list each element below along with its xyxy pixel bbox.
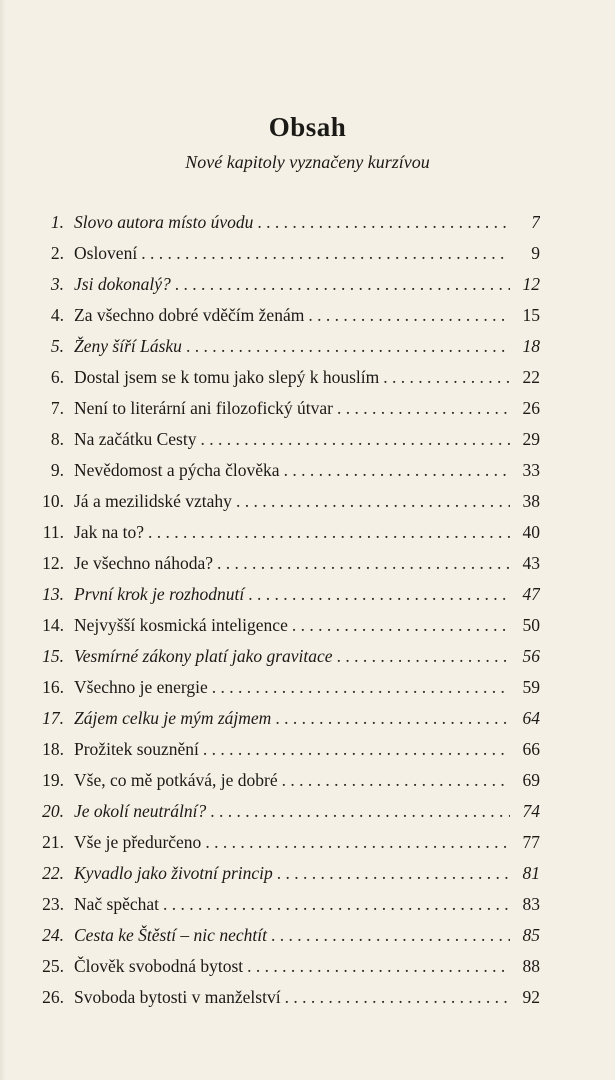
toc-entry-title: Vše je předurčeno	[74, 832, 202, 852]
toc-entry-number: 22.	[42, 863, 64, 883]
dot-leader	[217, 548, 510, 579]
toc-entry	[30, 238, 540, 269]
toc-entry-title: Je všechno náhoda?	[74, 553, 213, 573]
dot-leader	[200, 424, 510, 455]
toc-entry-number: 25.	[42, 956, 64, 976]
toc-entry-line	[74, 734, 540, 765]
toc-entry-page-number: 26	[522, 398, 540, 418]
toc-entry-title: Všechno je energie	[74, 677, 208, 697]
toc-entry-line	[74, 827, 540, 858]
toc-entry	[30, 796, 540, 827]
toc-entry-page-number: 88	[522, 956, 540, 976]
toc-entry-line	[74, 920, 540, 951]
toc-entry-title: Je okolí neutrální?	[74, 801, 207, 821]
toc-entry-page-number: 33	[522, 460, 540, 480]
toc-entry-line	[74, 641, 540, 672]
dot-leader	[271, 920, 510, 951]
toc-entry-page-number: 22	[522, 367, 540, 387]
toc-entry	[30, 951, 540, 982]
toc-entry	[30, 858, 540, 889]
toc-entry-line	[74, 207, 540, 238]
toc-entry	[30, 982, 540, 1013]
toc-entry-number: 11.	[42, 522, 64, 542]
toc-entry-title: Kyvadlo jako životní princip	[74, 863, 273, 883]
toc-entry	[30, 734, 540, 765]
toc-entry-line	[74, 331, 540, 362]
dot-leader	[383, 362, 510, 393]
toc-entry-line	[74, 672, 540, 703]
toc-entry-title: Já a mezilidské vztahy	[74, 491, 232, 511]
toc-entry-line	[74, 703, 540, 734]
dot-leader	[308, 300, 510, 331]
toc-entry-page-number: 50	[522, 615, 540, 635]
toc-entry-page-number: 15	[522, 305, 540, 325]
toc-entry-number: 12.	[42, 553, 64, 573]
toc-entry-title: Ženy šíří Lásku	[74, 336, 182, 356]
dot-leader	[248, 579, 510, 610]
toc-entry-line	[74, 889, 540, 920]
toc-entry	[30, 424, 540, 455]
toc-entry-title: Prožitek souznění	[74, 739, 199, 759]
toc-entry-number: 2.	[50, 243, 64, 263]
dot-leader	[212, 672, 510, 703]
toc-entry	[30, 579, 540, 610]
toc-entry-page-number: 47	[522, 584, 540, 604]
toc-entry-page-number: 29	[522, 429, 540, 449]
toc-entry-page-number: 59	[522, 677, 540, 697]
toc-entry-number: 17.	[42, 708, 64, 728]
toc-entry	[30, 827, 540, 858]
toc-entry-line	[74, 269, 540, 300]
toc-entry-line	[74, 796, 540, 827]
toc-entry-title: Jsi dokonalý?	[74, 274, 171, 294]
toc-entry	[30, 207, 540, 238]
toc-entry-title: Vesmírné zákony platí jako gravitace	[74, 646, 333, 666]
dot-leader	[148, 517, 510, 548]
toc-entry-page-number: 7	[531, 212, 540, 232]
dot-leader	[141, 238, 510, 269]
toc-entry-number: 10.	[42, 491, 64, 511]
toc-entry-page-number: 74	[522, 801, 540, 821]
toc-entry-number: 13.	[42, 584, 64, 604]
toc-entry-title: Zájem celku je mým zájmem	[74, 708, 272, 728]
dot-leader	[247, 951, 510, 982]
toc-entry	[30, 269, 540, 300]
dot-leader	[210, 796, 510, 827]
toc-entry	[30, 920, 540, 951]
toc-entry	[30, 641, 540, 672]
toc-entry-number: 23.	[42, 894, 64, 914]
toc-entry-number: 21.	[42, 832, 64, 852]
toc-entry-title: Člověk svobodná bytost	[74, 956, 244, 976]
dot-leader	[284, 455, 510, 486]
toc-entry-line	[74, 858, 540, 889]
toc-entry-page-number: 81	[522, 863, 540, 883]
toc-entry-title: Oslovení	[74, 243, 138, 263]
toc-entry-page-number: 56	[522, 646, 540, 666]
toc-entry-line	[74, 951, 540, 982]
toc-entry-line	[74, 238, 540, 269]
toc-entry-number: 9.	[50, 460, 64, 480]
toc-entry-page-number: 9	[531, 243, 540, 263]
dot-leader	[203, 734, 510, 765]
toc-entry-title: Svoboda bytosti v manželství	[74, 987, 281, 1007]
toc-entry-title: Na začátku Cesty	[74, 429, 197, 449]
toc-entry	[30, 393, 540, 424]
toc-entry-title: Cesta ke Štěstí – nic nechtít	[74, 925, 267, 945]
toc-entry	[30, 455, 540, 486]
toc-entry-number: 14.	[42, 615, 64, 635]
dot-leader	[186, 331, 510, 362]
dot-leader	[337, 393, 510, 424]
toc-entry-line	[74, 362, 540, 393]
dot-leader	[205, 827, 510, 858]
toc-entry-line	[74, 579, 540, 610]
toc-entry	[30, 362, 540, 393]
toc-entry-line	[74, 765, 540, 796]
toc-entry-page-number: 18	[522, 336, 540, 356]
toc-entry-line	[74, 393, 540, 424]
toc-entry-number: 3.	[50, 274, 64, 294]
toc-entry-title: Dostal jsem se k tomu jako slepý k houslím	[74, 367, 380, 387]
toc-entry-title: Za všechno dobré vděčím ženám	[74, 305, 305, 325]
toc-entry-number: 26.	[42, 987, 64, 1007]
toc-entry	[30, 610, 540, 641]
toc-entry-line	[74, 300, 540, 331]
toc-entry-number: 15.	[42, 646, 64, 666]
toc-entry	[30, 548, 540, 579]
toc-entry-page-number: 40	[522, 522, 540, 542]
dot-leader	[285, 982, 510, 1013]
toc-entry-number: 24.	[42, 925, 64, 945]
dot-leader	[175, 269, 510, 300]
toc-entry-page-number: 12	[522, 274, 540, 294]
toc-entry-number: 8.	[50, 429, 64, 449]
toc-entry-page-number: 38	[522, 491, 540, 511]
toc-entry-line	[74, 424, 540, 455]
toc-entry-number: 7.	[50, 398, 64, 418]
dot-leader	[236, 486, 510, 517]
page-subtitle: Nové kapitoly vyznačeny kurzívou	[185, 152, 430, 172]
toc-entry	[30, 517, 540, 548]
toc-entry	[30, 672, 540, 703]
toc-entry	[30, 765, 540, 796]
toc-entry-page-number: 43	[522, 553, 540, 573]
toc-entry-title: Jak na to?	[74, 522, 144, 542]
toc-entry-line	[74, 455, 540, 486]
toc-entry-page-number: 92	[522, 987, 540, 1007]
dot-leader	[257, 207, 510, 238]
toc-entry-page-number: 83	[522, 894, 540, 914]
toc-entry-number: 5.	[50, 336, 64, 356]
toc-entry-title: Nevědomost a pýcha člověka	[74, 460, 280, 480]
toc-entry-number: 20.	[42, 801, 64, 821]
toc-entry-line	[74, 982, 540, 1013]
page-title: Obsah	[268, 112, 347, 142]
toc-entry-number: 1.	[50, 212, 64, 232]
toc-entry	[30, 486, 540, 517]
dot-leader	[337, 641, 510, 672]
toc-entry-line	[74, 517, 540, 548]
dot-leader	[282, 765, 510, 796]
toc-entry-number: 6.	[50, 367, 64, 387]
toc-entry-title: Vše, co mě potkává, je dobré	[74, 770, 278, 790]
table-of-contents	[30, 207, 540, 1013]
toc-entry-title: Nač spěchat	[74, 894, 160, 914]
toc-entry-number: 16.	[42, 677, 64, 697]
toc-entry-page-number: 77	[522, 832, 540, 852]
dot-leader	[163, 889, 510, 920]
toc-entry-title: Slovo autora místo úvodu	[74, 212, 254, 232]
dot-leader	[292, 610, 510, 641]
toc-entry-title: Nejvyšší kosmická inteligence	[74, 615, 288, 635]
toc-entry-title: První krok je rozhodnutí	[74, 584, 245, 604]
toc-entry-page-number: 64	[522, 708, 540, 728]
toc-entry-line	[74, 548, 540, 579]
toc-entry-page-number: 85	[522, 925, 540, 945]
toc-entry	[30, 703, 540, 734]
toc-entry-line	[74, 486, 540, 517]
toc-entry	[30, 889, 540, 920]
dot-leader	[275, 703, 510, 734]
toc-entry-number: 4.	[50, 305, 64, 325]
toc-entry-line	[74, 610, 540, 641]
toc-entry	[30, 300, 540, 331]
toc-entry-page-number: 66	[522, 739, 540, 759]
toc-entry-number: 18.	[42, 739, 64, 759]
toc-entry-title: Není to literární ani filozofický útvar	[74, 398, 334, 418]
toc-entry-page-number: 69	[522, 770, 540, 790]
dot-leader	[277, 858, 510, 889]
toc-entry-number: 19.	[42, 770, 64, 790]
toc-entry	[30, 331, 540, 362]
